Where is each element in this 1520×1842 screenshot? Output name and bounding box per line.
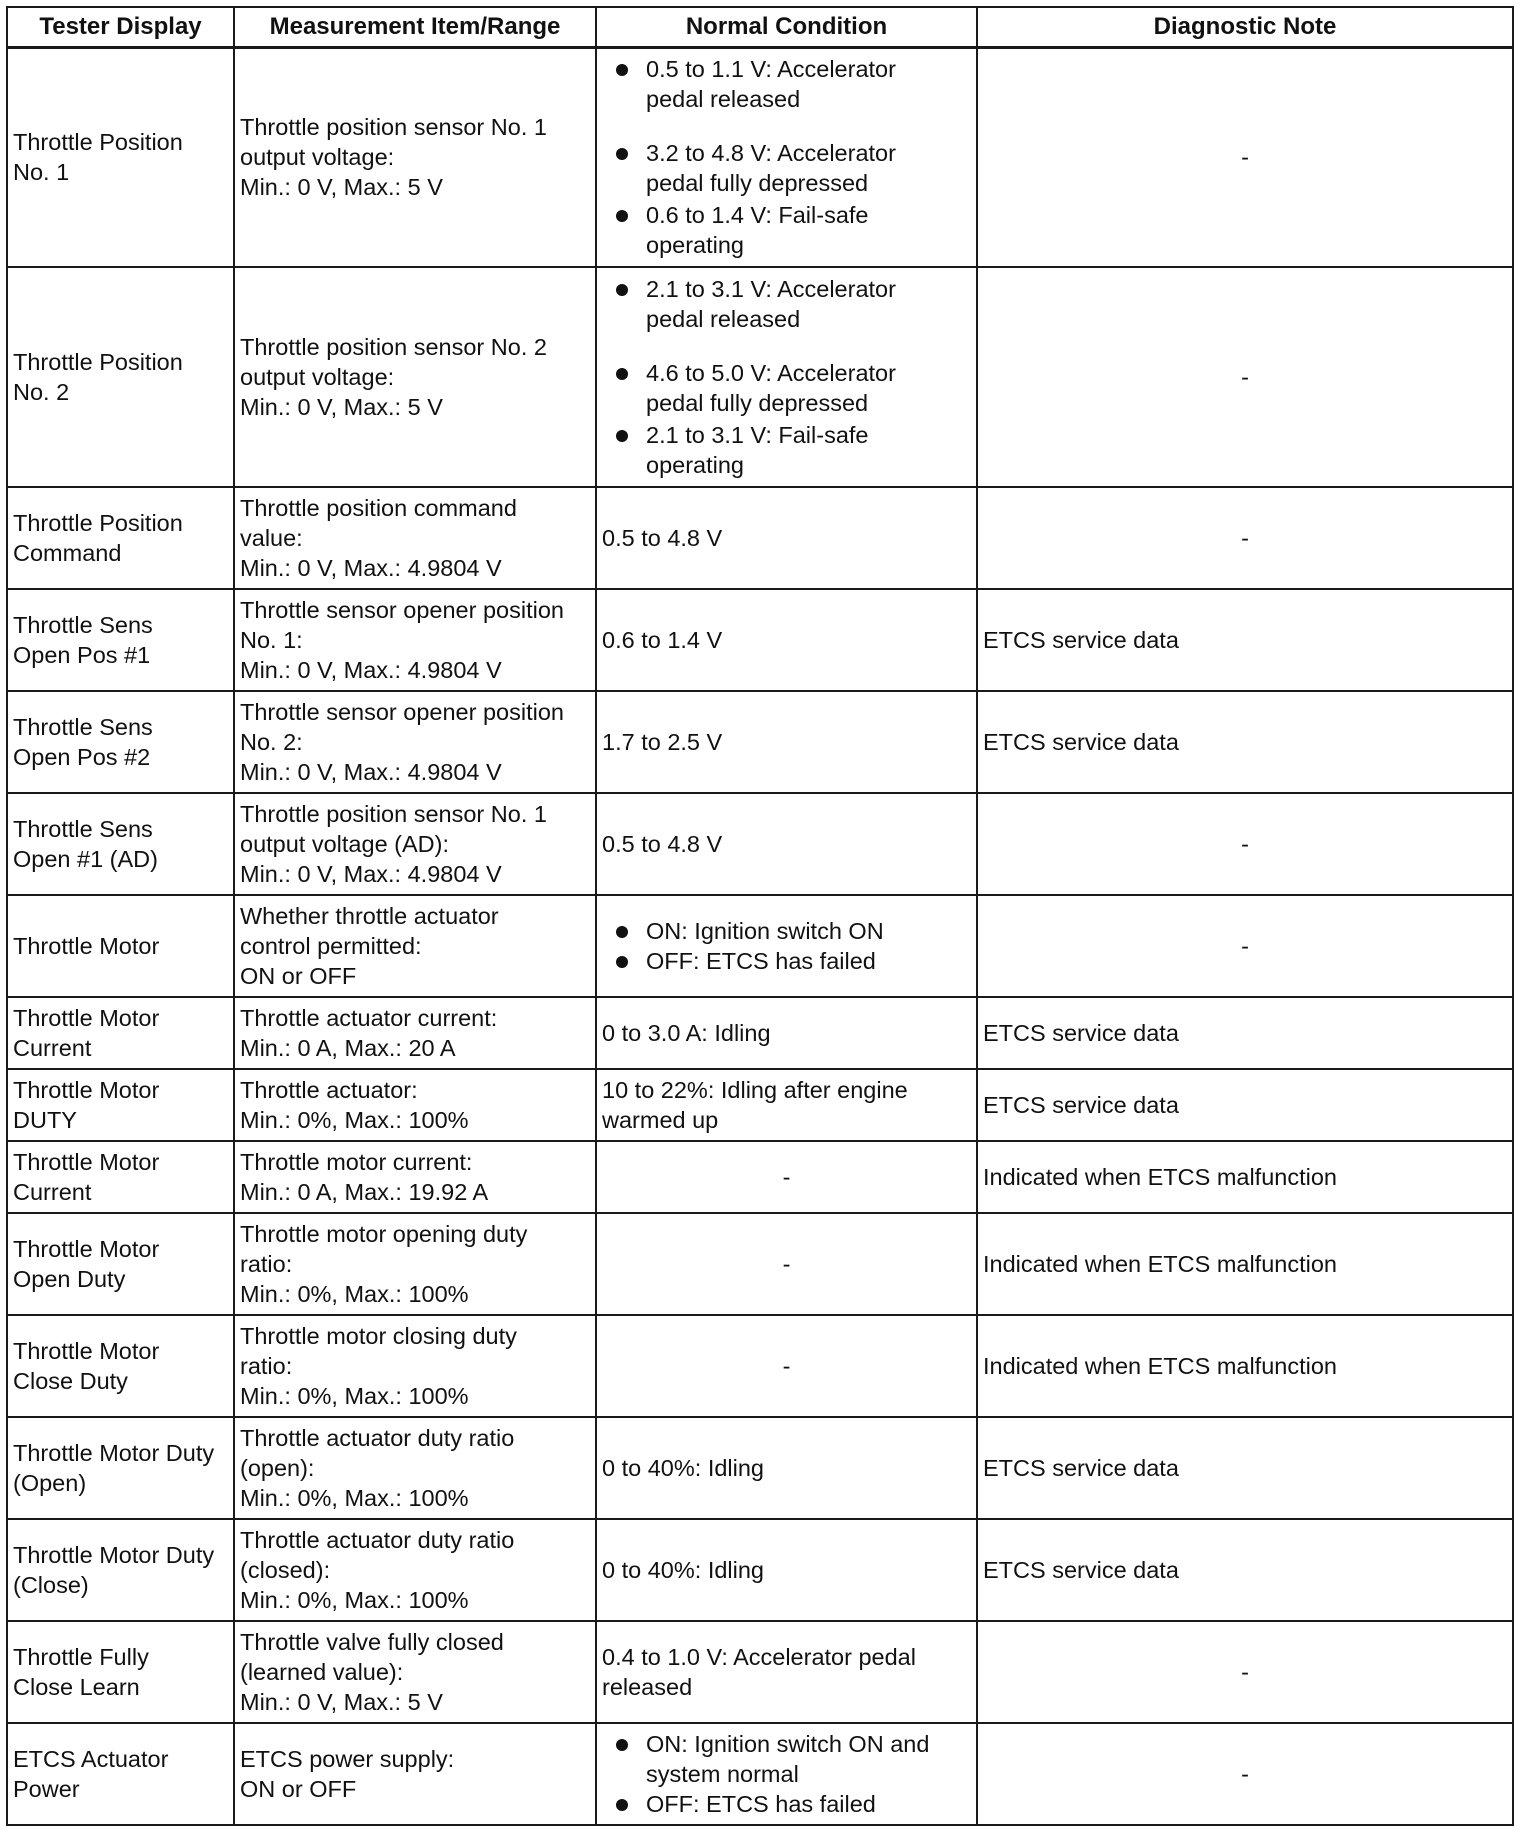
tester-display-line: ETCS Actuator	[13, 1745, 169, 1772]
tester-display-line: No. 1	[13, 159, 70, 186]
table-row	[7, 487, 1513, 589]
condition-line: warmed up	[602, 1106, 719, 1133]
tester-display-line: No. 2	[13, 378, 70, 405]
condition-line: 0 to 40%: Idling	[602, 1454, 764, 1481]
measurement-cell	[234, 48, 596, 267]
normal-condition-cell	[596, 895, 977, 997]
diagnostic-data-table	[6, 6, 1514, 1826]
tester-display-cell	[7, 1723, 234, 1825]
measurement-line: Throttle motor opening duty	[240, 1220, 528, 1247]
condition-line: 1.7 to 2.5 V	[602, 728, 723, 755]
condition-bullet-line: OFF: ETCS has failed	[646, 947, 876, 974]
measurement-line: Min.: 0 V, Max.: 5 V	[240, 174, 443, 201]
table-body	[7, 48, 1513, 1825]
normal-condition-cell	[596, 1621, 977, 1723]
header-tester-display: Tester Display	[7, 7, 234, 48]
measurement-line: Throttle position sensor No. 2	[240, 333, 547, 360]
measurement-cell	[234, 793, 596, 895]
diagnostic-note-cell: ETCS service data	[977, 1519, 1513, 1621]
tester-display-line: Throttle Position	[13, 129, 183, 156]
normal-condition-cell	[596, 487, 977, 589]
condition-bullet-item	[646, 138, 971, 198]
condition-bullet-list	[602, 274, 971, 480]
tester-display-line: Open #1 (AD)	[13, 845, 158, 872]
tester-display-cell	[7, 1315, 234, 1417]
measurement-line: output voltage:	[240, 363, 395, 390]
header-normal-condition: Normal Condition	[596, 7, 977, 48]
diagnostic-note-cell: ETCS service data	[977, 691, 1513, 793]
condition-bullet-line: operating	[646, 232, 744, 259]
table-row	[7, 589, 1513, 691]
measurement-line: Throttle actuator current:	[240, 1004, 498, 1031]
diagnostic-note-cell: ETCS service data	[977, 589, 1513, 691]
measurement-line: Throttle position command	[240, 494, 517, 521]
condition-bullet-item	[646, 358, 971, 418]
measurement-line: Throttle sensor opener position	[240, 596, 564, 623]
measurement-line: (learned value):	[240, 1658, 404, 1685]
normal-condition-cell	[596, 1519, 977, 1621]
measurement-cell	[234, 1213, 596, 1315]
tester-display-line: Throttle Motor	[13, 1004, 160, 1031]
condition-bullet-item	[646, 54, 971, 114]
normal-condition-cell	[596, 589, 977, 691]
measurement-line: Min.: 0 A, Max.: 19.92 A	[240, 1178, 489, 1205]
measurement-line: ratio:	[240, 1250, 293, 1277]
tester-display-cell	[7, 1621, 234, 1723]
measurement-line: Min.: 0 A, Max.: 20 A	[240, 1034, 456, 1061]
measurement-cell	[234, 1417, 596, 1519]
measurement-line: Throttle motor closing duty	[240, 1322, 517, 1349]
tester-display-line: Close Learn	[13, 1673, 140, 1700]
measurement-line: No. 1:	[240, 626, 303, 653]
condition-bullet-line: pedal released	[646, 86, 801, 113]
table-row	[7, 1141, 1513, 1213]
table-row	[7, 1417, 1513, 1519]
condition-bullet-line: 2.1 to 3.1 V: Fail-safe	[646, 421, 869, 448]
condition-bullet-item	[646, 1729, 971, 1789]
condition-line: 0.5 to 4.8 V	[602, 524, 723, 551]
measurement-line: Min.: 0 V, Max.: 4.9804 V	[240, 554, 502, 581]
measurement-cell	[234, 267, 596, 487]
condition-bullet-line: 2.1 to 3.1 V: Accelerator	[646, 275, 896, 302]
measurement-line: No. 2:	[240, 728, 303, 755]
condition-line: released	[602, 1673, 693, 1700]
condition-line: 10 to 22%: Idling after engine	[602, 1076, 908, 1103]
condition-bullet-line: pedal fully depressed	[646, 170, 869, 197]
tester-display-line: (Open)	[13, 1469, 87, 1496]
tester-display-line: Throttle Motor	[13, 1148, 160, 1175]
condition-bullet-line: system normal	[646, 1760, 799, 1787]
measurement-cell	[234, 895, 596, 997]
tester-display-cell	[7, 1519, 234, 1621]
measurement-cell	[234, 1141, 596, 1213]
normal-condition-cell	[596, 267, 977, 487]
condition-bullet-item	[646, 420, 971, 480]
condition-bullet-line: ON: Ignition switch ON and	[646, 1730, 930, 1757]
tester-display-cell	[7, 793, 234, 895]
measurement-line: Min.: 0 V, Max.: 4.9804 V	[240, 656, 502, 683]
tester-display-line: Command	[13, 539, 122, 566]
measurement-line: Throttle valve fully closed	[240, 1628, 504, 1655]
table-row	[7, 1519, 1513, 1621]
condition-bullet-line: OFF: ETCS has failed	[646, 1790, 876, 1817]
table-row	[7, 1069, 1513, 1141]
tester-display-line: Throttle Motor	[13, 1235, 160, 1262]
measurement-line: Min.: 0 V, Max.: 5 V	[240, 1688, 443, 1715]
measurement-cell	[234, 1315, 596, 1417]
measurement-line: Min.: 0%, Max.: 100%	[240, 1382, 469, 1409]
tester-display-line: Throttle Sens	[13, 815, 153, 842]
tester-display-line: Throttle Motor	[13, 1076, 160, 1103]
condition-bullet-item	[646, 946, 971, 976]
measurement-line: output voltage (AD):	[240, 830, 449, 857]
diagnostic-note-cell: -	[977, 487, 1513, 589]
condition-bullet-line: operating	[646, 451, 744, 478]
measurement-cell	[234, 589, 596, 691]
condition-bullet-line: 0.6 to 1.4 V: Fail-safe	[646, 202, 869, 229]
tester-display-line: Throttle Motor	[13, 932, 160, 959]
tester-display-cell	[7, 1213, 234, 1315]
measurement-line: control permitted:	[240, 932, 422, 959]
diagnostic-note-cell: -	[977, 1621, 1513, 1723]
tester-display-line: Throttle Sens	[13, 611, 153, 638]
table-row	[7, 48, 1513, 267]
tester-display-cell	[7, 267, 234, 487]
table-header-row	[7, 7, 1513, 48]
measurement-cell	[234, 1723, 596, 1825]
condition-bullet-list	[602, 916, 971, 976]
table-row	[7, 1621, 1513, 1723]
tester-display-line: DUTY	[13, 1106, 77, 1133]
tester-display-cell	[7, 997, 234, 1069]
measurement-cell	[234, 691, 596, 793]
condition-line: 0.5 to 4.8 V	[602, 830, 723, 857]
condition-line: 0.4 to 1.0 V: Accelerator pedal	[602, 1643, 916, 1670]
table-row	[7, 793, 1513, 895]
measurement-line: Throttle motor current:	[240, 1148, 473, 1175]
measurement-line: ON or OFF	[240, 1775, 357, 1802]
diagnostic-note-cell: ETCS service data	[977, 1069, 1513, 1141]
tester-display-line: Throttle Fully	[13, 1643, 149, 1670]
measurement-line: ratio:	[240, 1352, 293, 1379]
table-row	[7, 997, 1513, 1069]
condition-bullet-line: pedal released	[646, 305, 801, 332]
normal-condition-cell	[596, 793, 977, 895]
tester-display-cell	[7, 48, 234, 267]
measurement-line: Min.: 0%, Max.: 100%	[240, 1484, 469, 1511]
normal-condition-cell: -	[596, 1213, 977, 1315]
condition-bullet-list	[602, 54, 971, 260]
normal-condition-cell	[596, 1417, 977, 1519]
measurement-line: (closed):	[240, 1556, 331, 1583]
tester-display-line: Throttle Motor Duty	[13, 1439, 215, 1466]
diagnostic-note-cell: -	[977, 267, 1513, 487]
tester-display-cell	[7, 487, 234, 589]
measurement-line: Throttle actuator duty ratio	[240, 1526, 515, 1553]
measurement-line: Throttle actuator duty ratio	[240, 1424, 515, 1451]
measurement-line: Min.: 0%, Max.: 100%	[240, 1586, 469, 1613]
tester-display-line: Throttle Sens	[13, 713, 153, 740]
diagnostic-note-cell: -	[977, 793, 1513, 895]
tester-display-cell	[7, 1141, 234, 1213]
normal-condition-cell: -	[596, 1141, 977, 1213]
table-row	[7, 1315, 1513, 1417]
tester-display-line: Current	[13, 1178, 92, 1205]
measurement-line: Min.: 0%, Max.: 100%	[240, 1106, 469, 1133]
tester-display-line: Throttle Position	[13, 348, 183, 375]
condition-line: 0 to 3.0 A: Idling	[602, 1019, 771, 1046]
measurement-line: Throttle position sensor No. 1	[240, 114, 547, 141]
diagnostic-note-cell: Indicated when ETCS malfunction	[977, 1141, 1513, 1213]
condition-line: 0.6 to 1.4 V	[602, 626, 723, 653]
diagnostic-note-cell: Indicated when ETCS malfunction	[977, 1213, 1513, 1315]
measurement-line: Throttle sensor opener position	[240, 698, 564, 725]
normal-condition-cell: -	[596, 1315, 977, 1417]
measurement-line: ETCS power supply:	[240, 1745, 455, 1772]
condition-line: 0 to 40%: Idling	[602, 1556, 764, 1583]
normal-condition-cell	[596, 997, 977, 1069]
measurement-line: Throttle position sensor No. 1	[240, 800, 547, 827]
diagnostic-note-cell: ETCS service data	[977, 1417, 1513, 1519]
measurement-cell	[234, 1069, 596, 1141]
measurement-line: Min.: 0 V, Max.: 5 V	[240, 393, 443, 420]
normal-condition-cell	[596, 48, 977, 267]
condition-bullet-line: ON: Ignition switch ON	[646, 917, 884, 944]
tester-display-line: Throttle Position	[13, 509, 183, 536]
measurement-line: ON or OFF	[240, 962, 357, 989]
condition-bullet-line: pedal fully depressed	[646, 389, 869, 416]
tester-display-cell	[7, 895, 234, 997]
condition-bullet-line: 3.2 to 4.8 V: Accelerator	[646, 140, 896, 167]
measurement-line: Min.: 0%, Max.: 100%	[240, 1280, 469, 1307]
tester-display-cell	[7, 589, 234, 691]
tester-display-line: Power	[13, 1775, 80, 1802]
tester-display-cell	[7, 1069, 234, 1141]
table-row	[7, 895, 1513, 997]
tester-display-line: Throttle Motor Duty	[13, 1541, 215, 1568]
condition-bullet-line: 4.6 to 5.0 V: Accelerator	[646, 359, 896, 386]
tester-display-line: Close Duty	[13, 1367, 128, 1394]
normal-condition-cell	[596, 1723, 977, 1825]
table-row	[7, 1213, 1513, 1315]
condition-bullet-line: 0.5 to 1.1 V: Accelerator	[646, 56, 896, 83]
table-row	[7, 1723, 1513, 1825]
measurement-cell	[234, 1519, 596, 1621]
tester-display-line: Current	[13, 1034, 92, 1061]
tester-display-line: Open Duty	[13, 1265, 126, 1292]
normal-condition-cell	[596, 1069, 977, 1141]
diagnostic-note-cell: ETCS service data	[977, 997, 1513, 1069]
tester-display-line: Open Pos #2	[13, 743, 151, 770]
measurement-line: Throttle actuator:	[240, 1076, 418, 1103]
measurement-line: Min.: 0 V, Max.: 4.9804 V	[240, 860, 502, 887]
table-row	[7, 267, 1513, 487]
diagnostic-note-cell: -	[977, 895, 1513, 997]
measurement-line: (open):	[240, 1454, 315, 1481]
diagnostic-note-cell: Indicated when ETCS malfunction	[977, 1315, 1513, 1417]
condition-bullet-item	[646, 916, 971, 946]
condition-bullet-list	[602, 1729, 971, 1819]
tester-display-line: (Close)	[13, 1571, 89, 1598]
condition-bullet-item	[646, 274, 971, 334]
diagnostic-note-cell: -	[977, 48, 1513, 267]
tester-display-line: Open Pos #1	[13, 641, 151, 668]
tester-display-cell	[7, 1417, 234, 1519]
condition-bullet-item	[646, 1789, 971, 1819]
tester-display-cell	[7, 691, 234, 793]
condition-bullet-item	[646, 200, 971, 260]
tester-display-line: Throttle Motor	[13, 1337, 160, 1364]
measurement-line: output voltage:	[240, 144, 395, 171]
table-row	[7, 691, 1513, 793]
measurement-cell	[234, 997, 596, 1069]
measurement-line: value:	[240, 524, 303, 551]
header-diagnostic-note: Diagnostic Note	[977, 7, 1513, 48]
measurement-line: Whether throttle actuator	[240, 902, 499, 929]
measurement-line: Min.: 0 V, Max.: 4.9804 V	[240, 758, 502, 785]
diagnostic-note-cell: -	[977, 1723, 1513, 1825]
header-measurement-item: Measurement Item/Range	[234, 7, 596, 48]
normal-condition-cell	[596, 691, 977, 793]
measurement-cell	[234, 1621, 596, 1723]
measurement-cell	[234, 487, 596, 589]
